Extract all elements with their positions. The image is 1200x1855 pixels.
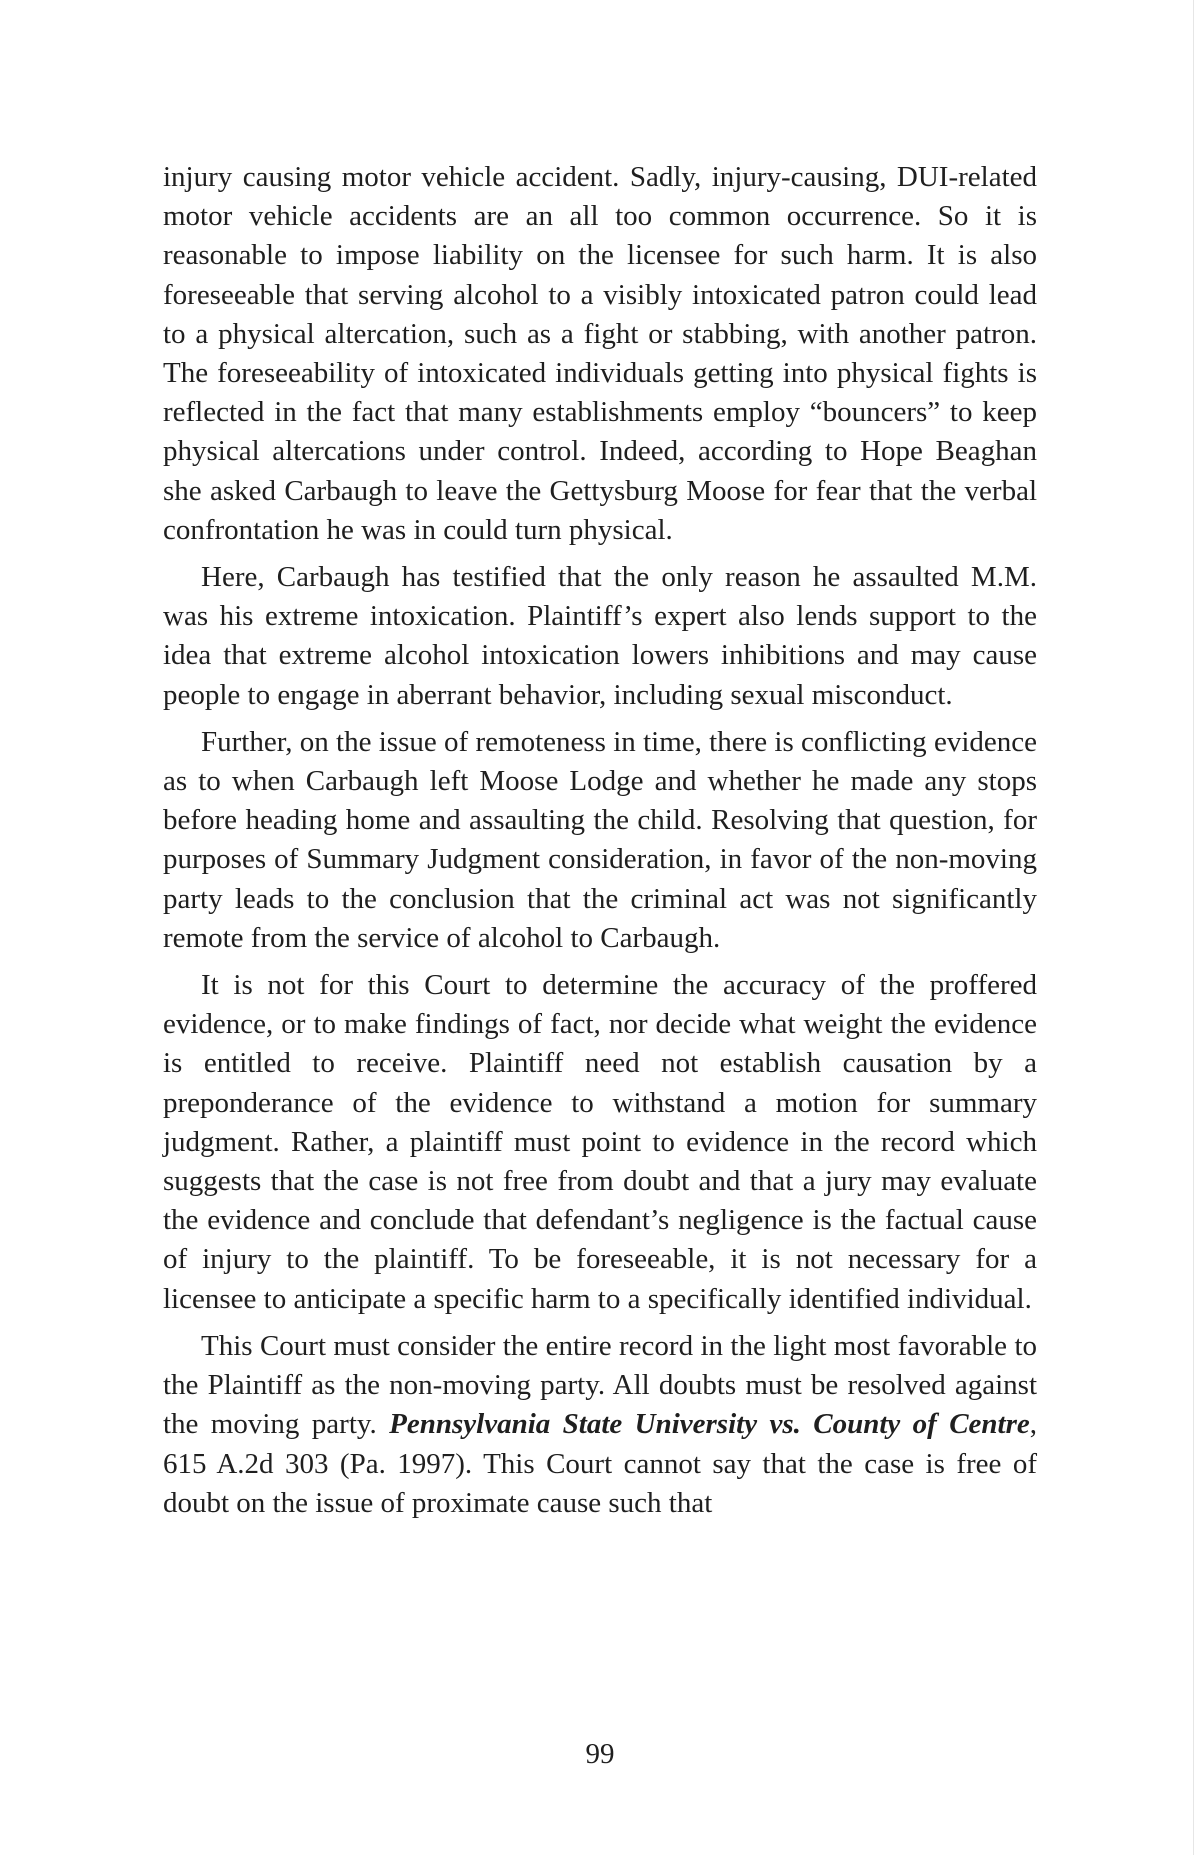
paragraph-3: Further, on the issue of remoteness in time, there is conflicting evidence as to when Carbaugh left Moose Lodge and whether he made any stops before heading home and assaulting the child. Resolving that question, for purposes of Summary Judgment consideration, in favor of the non-moving party leads to the conclusion that the criminal act was not significantly remote from the service of alcohol to Carbaugh. <box>163 725 1037 954</box>
page-number: 99 <box>585 1738 615 1770</box>
body-text <box>163 158 1037 1523</box>
paragraph-5-tail: , 615 A.2d 303 (Pa. 1997). This Court cannot say that the case is free of doubt on the issue of proximate cause such that <box>163 1408 1038 1519</box>
case-citation-name: Pennsylvania State University vs. County of Centre <box>389 1408 1030 1441</box>
paragraph-4: It is not for this Court to determine the accuracy of the proffered evidence, or to make findings of fact, nor decide what weight the evidence is entitled to receive. Plaintiff need not establish causation by a preponderance of the evidence to withstand a motion for summary judgment. Rather, a plaintiff must point to evidence in the record which suggests that the case is not free from doubt and that a jury may evaluate the evidence and conclude that defendant’s negligence is the factual cause of injury to the plaintiff. To be foreseeable, it is not necessary for a licensee to anticipate a specific harm to a specifically identified individual. <box>163 969 1037 1315</box>
paragraph-1: injury causing motor vehicle accident. Sadly, injury-causing, DUI-related motor vehicle accidents are an all too common occurrence. So it is reasonable to impose liability on the licensee for such harm. It is also foreseeable that serving alcohol to a visibly intoxicated patron could lead to a physical altercation, such as a fight or stabbing, with another patron. The foreseeability of intoxicated individuals getting into physical fights is reflected in the fact that many establishments employ “bouncers” to keep physical altercations under control. Indeed, according to Hope Beaghan she asked Carbaugh to leave the Gettysburg Moose for fear that the verbal confrontation he was in could turn physical. <box>163 161 1037 546</box>
paragraph-2: Here, Carbaugh has testified that the only reason he assaulted M.M. was his extreme intoxication. Plaintiff’s expert also lends support to the idea that extreme alcohol intoxication lowers inhibitions and may cause people to engage in aberrant behavior, including sexual misconduct. <box>163 561 1037 711</box>
page-edge <box>1193 0 1194 1855</box>
paragraph-5-lead: This Court must consider the entire record in the light most favorable to the Plaintiff as the non-moving party. All doubts must be resolved against the moving party. <box>163 1329 1037 1441</box>
paragraph-5 <box>163 1327 1037 1523</box>
